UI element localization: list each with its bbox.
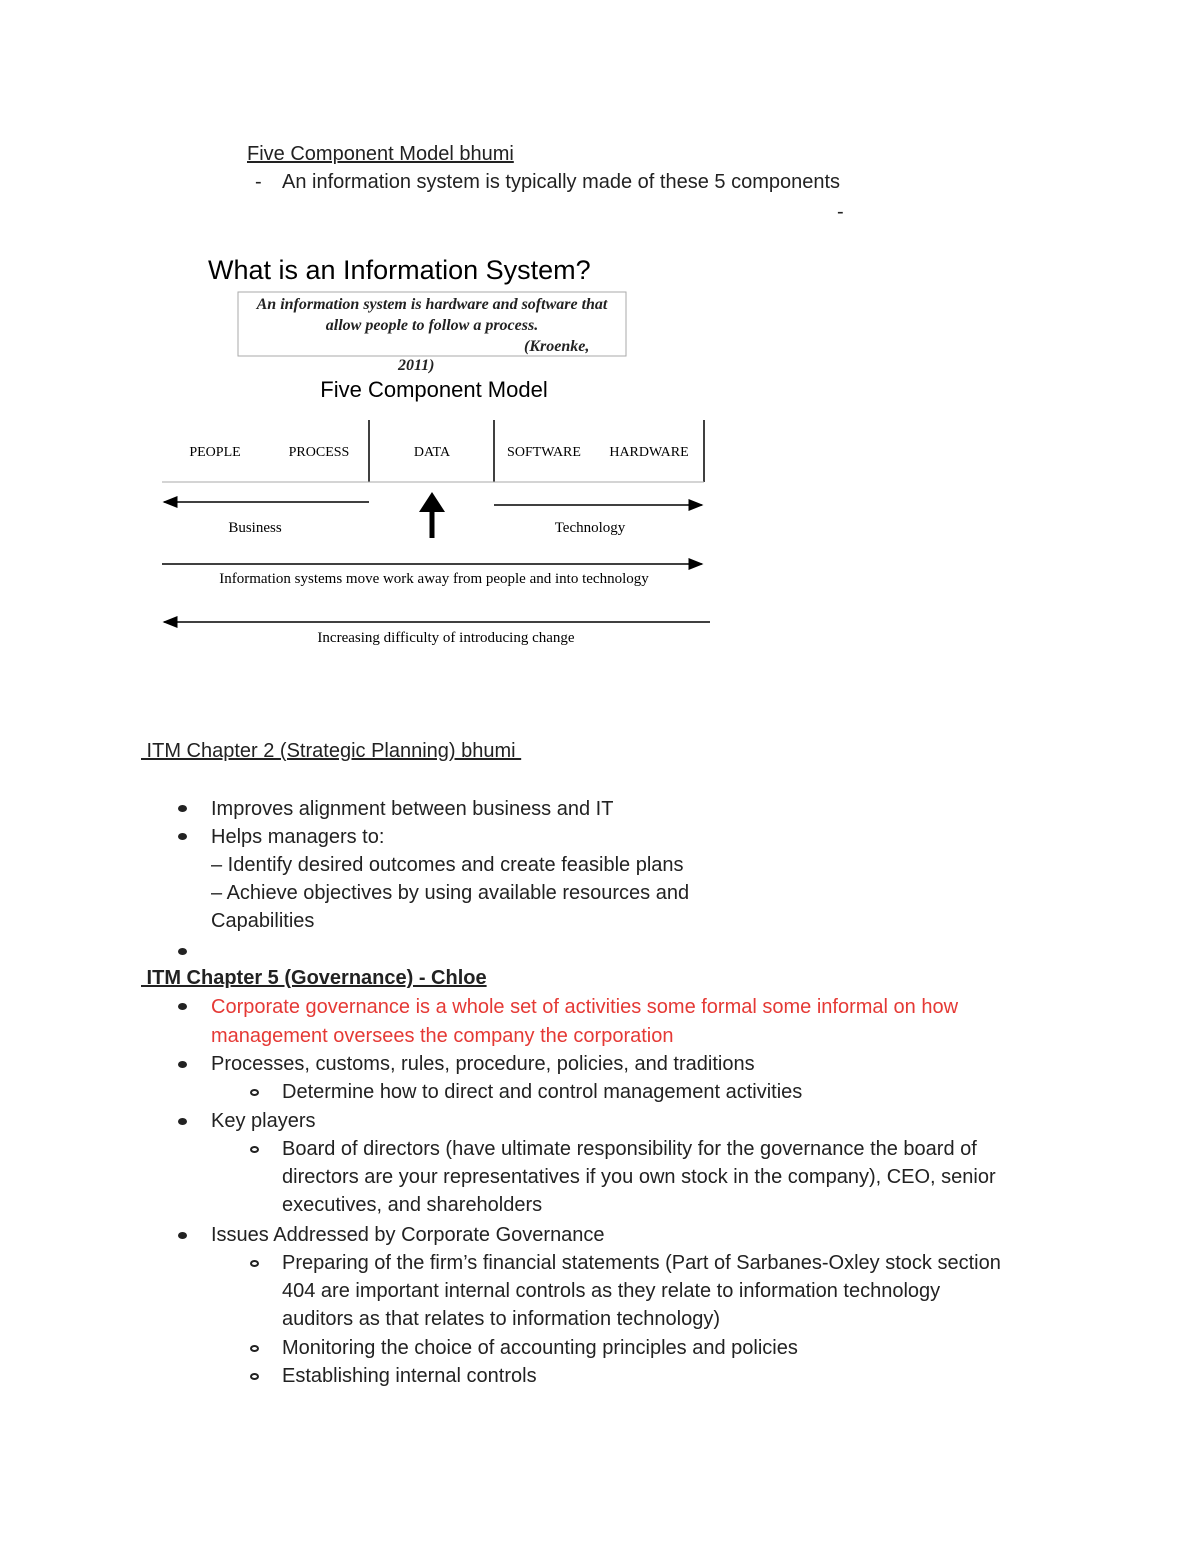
bullet-dot: [178, 833, 187, 840]
ch5-bullet-4-sub-1-line-2: 404 are important internal controls as they relate to information technology: [282, 1280, 941, 1302]
component-data: DATA: [413, 445, 451, 460]
component-people: PEOPLE: [189, 445, 241, 460]
section-title-five-component: Five Component Model bhumi: [247, 143, 514, 165]
bullet-dot: [178, 1118, 187, 1125]
bullet-dot: [178, 1003, 187, 1010]
bullet-dot: [178, 805, 187, 812]
section-title-chapter-5: ITM Chapter 5 (Governance) - Chloe: [141, 967, 487, 989]
ch2-sub-2: – Achieve objectives by using available resources and: [211, 882, 690, 904]
dash-item-text: An information system is typically made of these 5 components: [282, 171, 841, 193]
sub-bullet-circle: [250, 1146, 259, 1153]
ch5-bullet-1-line-2: management oversees the company the corporation: [211, 1025, 674, 1047]
technology-label: Technology: [554, 520, 626, 536]
bullet-dot: [178, 1061, 187, 1068]
ch5-bullet-4: Issues Addressed by Corporate Governance: [211, 1224, 605, 1246]
ch5-bullet-3: Key players: [211, 1110, 316, 1132]
ch2-sub-1: – Identify desired outcomes and create feasible plans: [211, 854, 684, 876]
component-process: PROCESS: [288, 445, 350, 460]
ch2-sub-2-cont: Capabilities: [211, 910, 315, 932]
empty-bullet-dot: [178, 948, 187, 955]
ch2-bullet-1: Improves alignment between business and IT: [211, 798, 614, 820]
ch5-bullet-4-sub-1-line-3: auditors as that relates to information technology): [282, 1308, 721, 1330]
ch5-bullet-3-sub-1-line-1: Board of directors (have ultimate responsibility for the governance the board of: [282, 1138, 977, 1160]
ch5-bullet-4-sub-2: Monitoring the choice of accounting principles and policies: [282, 1337, 798, 1359]
ch5-bullet-2-sub-1: Determine how to direct and control management activities: [282, 1081, 803, 1103]
bullet-dot: [178, 1232, 187, 1239]
component-hardware: HARDWARE: [609, 445, 689, 460]
quote-line-1: An information system is hardware and software that: [256, 296, 608, 313]
sub-bullet-circle: [250, 1260, 259, 1267]
ch5-bullet-3-sub-1-line-3: executives, and shareholders: [282, 1194, 543, 1216]
sub-bullet-circle: [250, 1345, 259, 1352]
quote-cite-2: 2011): [398, 357, 435, 374]
section-title-chapter-2: ITM Chapter 2 (Strategic Planning) bhumi: [141, 740, 522, 762]
sub-bullet-circle: [250, 1373, 259, 1380]
sub-bullet-circle: [250, 1089, 259, 1096]
figure-heading: What is an Information System?: [208, 255, 591, 285]
component-software: SOFTWARE: [507, 445, 581, 460]
move-work-label: Information systems move work away from people and into technology: [219, 571, 649, 587]
ch2-bullet-2: Helps managers to:: [211, 826, 385, 848]
data-up-arrow-head: [419, 492, 445, 512]
ch5-bullet-1-line-1: Corporate governance is a whole set of activities some formal some informal on how: [211, 996, 959, 1018]
ch5-bullet-3-sub-1-line-2: directors are your representatives if you own stock in the company), CEO, senior: [282, 1166, 996, 1188]
information-system-figure: [150, 240, 730, 660]
model-title: Five Component Model: [320, 377, 548, 402]
quote-cite-1: (Kroenke,: [524, 338, 590, 355]
dash-marker: -: [255, 171, 262, 193]
change-difficulty-label: Increasing difficulty of introducing change: [317, 630, 575, 646]
business-label: Business: [228, 520, 282, 536]
ch5-bullet-2: Processes, customs, rules, procedure, policies, and traditions: [211, 1053, 755, 1075]
ch5-bullet-4-sub-1-line-1: Preparing of the firm’s financial statements (Part of Sarbanes-Oxley stock section: [282, 1252, 1001, 1274]
stray-dash: -: [837, 201, 844, 223]
quote-line-2: allow people to follow a process.: [325, 317, 539, 334]
ch5-bullet-4-sub-3: Establishing internal controls: [282, 1365, 537, 1387]
